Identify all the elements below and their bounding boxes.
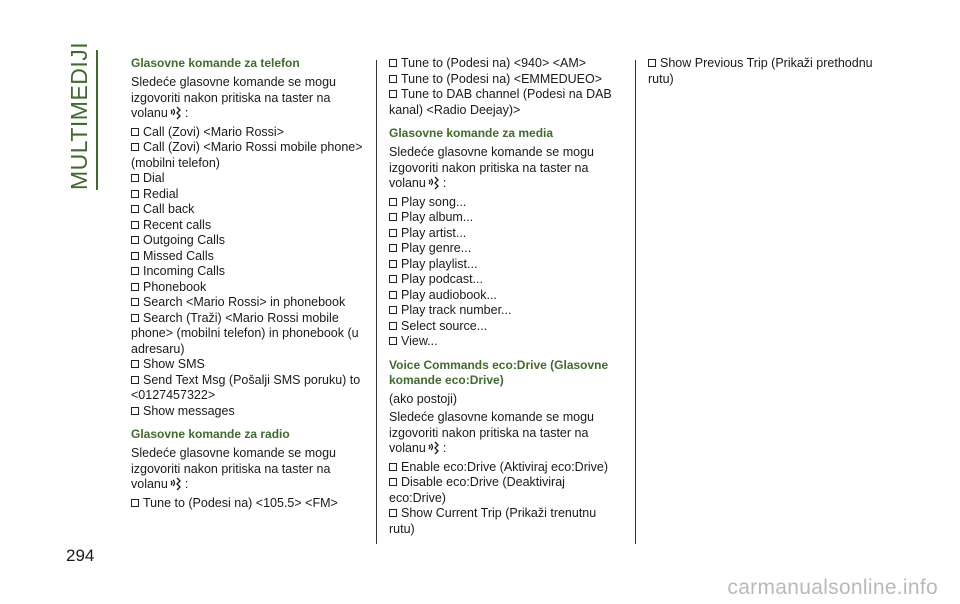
section-heading-media: Glasovne komande za media bbox=[389, 126, 554, 140]
checkbox-bullet-icon bbox=[389, 229, 397, 237]
list-item: Tune to DAB channel (Podesi na DAB kanal) <Radio Deejay)> bbox=[389, 87, 612, 117]
chapter-title: MULTIMEDIJI bbox=[66, 41, 92, 190]
checkbox-bullet-icon bbox=[131, 298, 139, 306]
chapter-rule bbox=[96, 50, 98, 190]
list-item: Incoming Calls bbox=[131, 264, 363, 280]
media-command-list bbox=[389, 195, 621, 350]
checkbox-bullet-icon bbox=[389, 337, 397, 345]
list-item: Show messages bbox=[131, 404, 363, 420]
checkbox-bullet-icon bbox=[131, 407, 139, 415]
column-3 bbox=[648, 56, 880, 95]
list-item: Dial bbox=[131, 171, 363, 187]
checkbox-bullet-icon bbox=[389, 244, 397, 252]
list-item: Call (Zovi) <Mario Rossi mobile phone> (mobilni telefon) bbox=[131, 140, 363, 170]
list-item: Disable eco:Drive (Deaktiviraj eco:Drive) bbox=[389, 475, 565, 505]
watermark: carmanualsonline.info bbox=[727, 576, 938, 599]
checkbox-bullet-icon bbox=[131, 174, 139, 182]
checkbox-bullet-icon bbox=[389, 75, 397, 83]
list-item: Play track number... bbox=[389, 303, 621, 319]
checkbox-bullet-icon bbox=[131, 376, 139, 384]
checkbox-bullet-icon bbox=[131, 236, 139, 244]
section-intro: Sledeće glasovne komande se mogu izgovoriti nakon pritiska na taster na volanu : bbox=[131, 75, 336, 120]
checkbox-bullet-icon bbox=[389, 478, 397, 486]
checkbox-bullet-icon bbox=[389, 509, 397, 517]
list-item: Show SMS bbox=[131, 357, 363, 373]
column-2 bbox=[389, 56, 621, 545]
list-item: Tune to (Podesi na) <EMMEDUEO> bbox=[389, 72, 621, 88]
checkbox-bullet-icon bbox=[131, 190, 139, 198]
list-item: Enable eco:Drive (Aktiviraj eco:Drive) bbox=[389, 460, 621, 476]
section-intro: Sledeće glasovne komande se mogu izgovoriti nakon pritiska na taster na volanu : bbox=[131, 446, 336, 491]
list-item: Call (Zovi) <Mario Rossi> bbox=[131, 125, 363, 141]
checkbox-bullet-icon bbox=[389, 59, 397, 67]
list-item: Show Current Trip (Prikaži trenutnu rutu) bbox=[389, 506, 597, 536]
checkbox-bullet-icon bbox=[131, 267, 139, 275]
checkbox-bullet-icon bbox=[389, 275, 397, 283]
section-heading-ecodrive: Voice Commands eco:Drive (Glasovne komande eco:Drive) bbox=[389, 357, 609, 387]
checkbox-bullet-icon bbox=[389, 213, 397, 221]
checkbox-bullet-icon bbox=[389, 260, 397, 268]
list-item: Search <Mario Rossi> in phonebook bbox=[131, 295, 363, 311]
radio-command-list bbox=[131, 496, 363, 512]
list-item: Select source... bbox=[389, 319, 621, 335]
list-item: Redial bbox=[131, 187, 363, 203]
checkbox-bullet-icon bbox=[389, 306, 397, 314]
phone-command-list bbox=[131, 125, 363, 420]
voice-command-icon bbox=[170, 477, 183, 491]
list-item: Play playlist... bbox=[389, 257, 621, 273]
list-item: Outgoing Calls bbox=[131, 233, 363, 249]
checkbox-bullet-icon bbox=[131, 499, 139, 507]
list-item: Search (Traži) <Mario Rossi mobile phone> (mobilni telefon) in phonebook (u adresaru) bbox=[131, 310, 359, 356]
section-intro: Sledeće glasovne komande se mogu izgovoriti nakon pritiska na taster na volanu : bbox=[389, 410, 594, 455]
section-heading-radio: Glasovne komande za radio bbox=[131, 427, 290, 441]
column-divider bbox=[635, 60, 636, 544]
checkbox-bullet-icon bbox=[389, 463, 397, 471]
list-item: Play song... bbox=[389, 195, 621, 211]
section-intro: Sledeće glasovne komande se mogu izgovoriti nakon pritiska na taster na volanu : bbox=[389, 145, 594, 190]
list-item: Call back bbox=[131, 202, 363, 218]
checkbox-bullet-icon bbox=[389, 291, 397, 299]
column-divider bbox=[376, 60, 377, 544]
list-item: Play artist... bbox=[389, 226, 621, 242]
list-item: Recent calls bbox=[131, 218, 363, 234]
checkbox-bullet-icon bbox=[131, 205, 139, 213]
radio-command-list-continued bbox=[389, 56, 621, 118]
list-item: Tune to (Podesi na) <940> <AM> bbox=[389, 56, 621, 72]
checkbox-bullet-icon bbox=[131, 252, 139, 260]
list-item: Send Text Msg (Pošalji SMS poruku) to <0127457322> bbox=[131, 372, 361, 402]
list-item: Play genre... bbox=[389, 241, 621, 257]
list-item: Tune to (Podesi na) <105.5> <FM> bbox=[131, 496, 363, 512]
checkbox-bullet-icon bbox=[389, 322, 397, 330]
list-item: Play album... bbox=[389, 210, 621, 226]
checkbox-bullet-icon bbox=[131, 221, 139, 229]
voice-command-icon bbox=[428, 176, 441, 190]
section-heading-phone: Glasovne komande za telefon bbox=[131, 56, 300, 70]
page-number: 294 bbox=[66, 546, 95, 565]
list-item: View... bbox=[389, 334, 621, 350]
list-item: Play podcast... bbox=[389, 272, 621, 288]
checkbox-bullet-icon bbox=[131, 128, 139, 136]
list-item: Phonebook bbox=[131, 280, 363, 296]
checkbox-bullet-icon bbox=[131, 283, 139, 291]
checkbox-bullet-icon bbox=[648, 59, 656, 67]
list-item: Show Previous Trip (Prikaži prethodnu rutu) bbox=[648, 56, 873, 86]
checkbox-bullet-icon bbox=[131, 360, 139, 368]
checkbox-bullet-icon bbox=[131, 143, 139, 151]
section-note: (ako postoji) bbox=[389, 391, 458, 406]
ecodrive-command-list bbox=[389, 460, 621, 538]
list-item: Play audiobook... bbox=[389, 288, 621, 304]
checkbox-bullet-icon bbox=[389, 90, 397, 98]
list-item: Missed Calls bbox=[131, 249, 363, 265]
ecodrive-command-list-continued bbox=[648, 56, 880, 87]
column-1 bbox=[131, 56, 363, 519]
voice-command-icon bbox=[170, 106, 183, 120]
checkbox-bullet-icon bbox=[389, 198, 397, 206]
voice-command-icon bbox=[428, 441, 441, 455]
checkbox-bullet-icon bbox=[131, 314, 139, 322]
